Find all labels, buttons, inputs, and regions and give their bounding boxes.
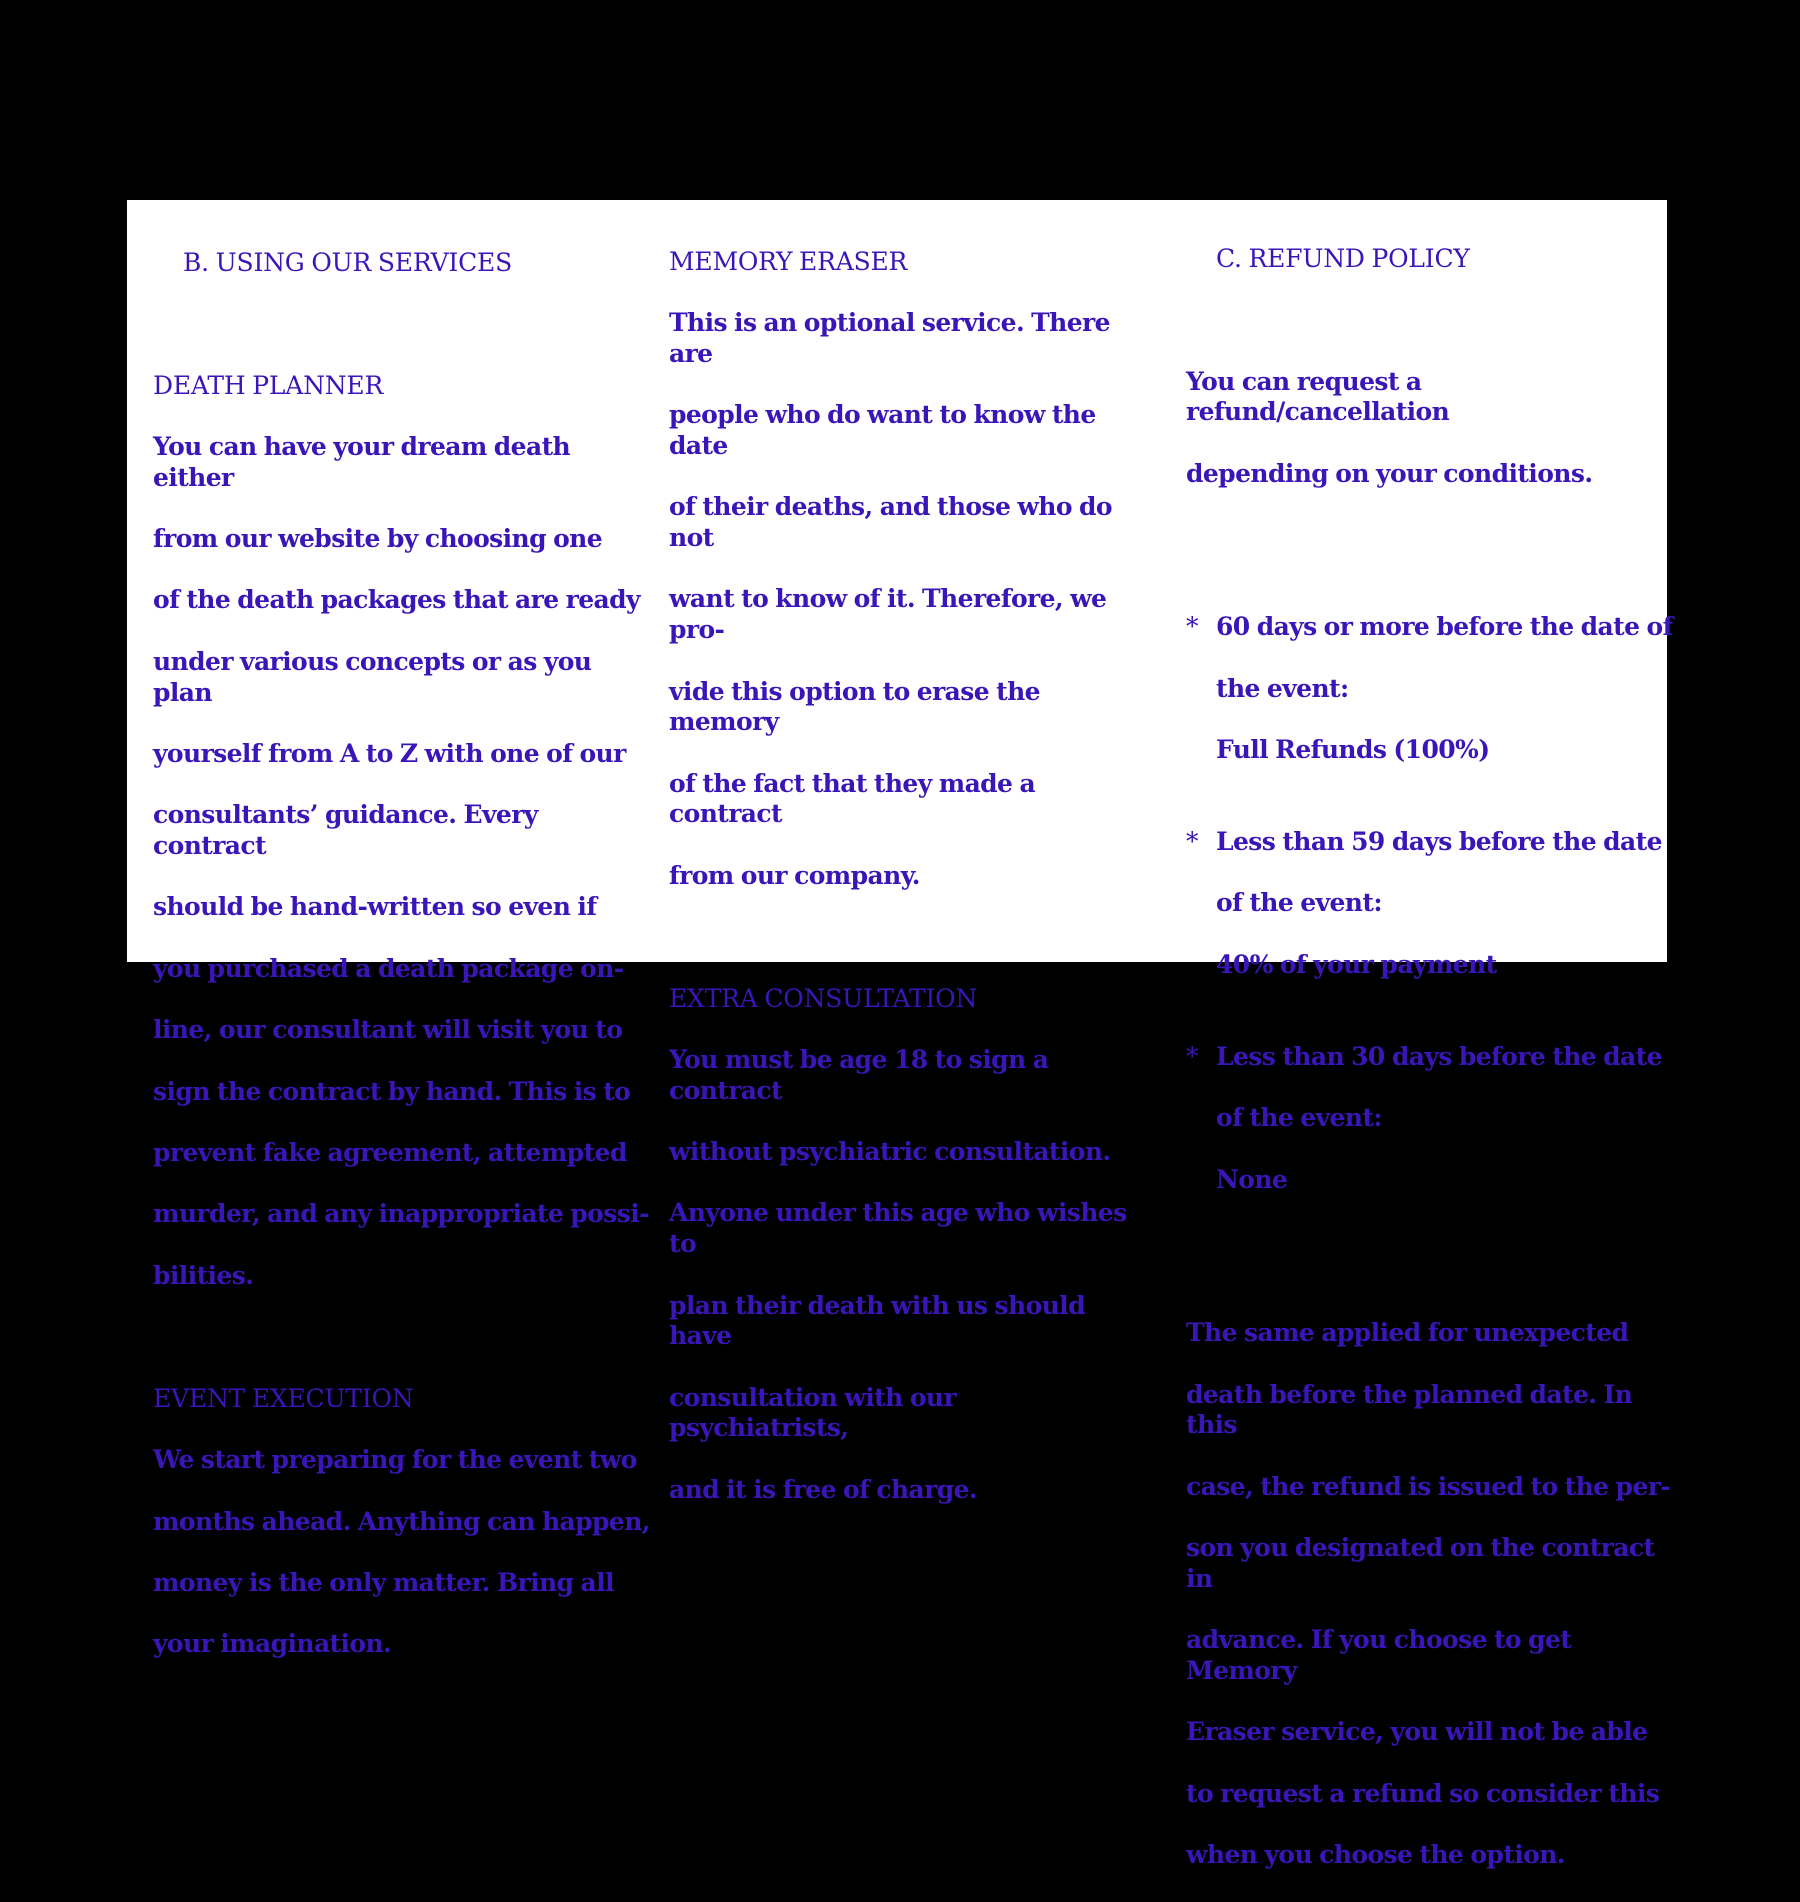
memory-eraser-line: people who do want to know the date	[669, 400, 1096, 460]
refund-closing-line: Eraser service, you will not be able	[1186, 1717, 1648, 1747]
refund-intro-line: depending on your conditions.	[1186, 458, 1593, 488]
refund-condition: Less than 59 days before the date	[1216, 827, 1662, 857]
asterisk-bullet-icon: *	[1186, 827, 1198, 857]
memory-eraser-line: vide this option to erase the memory	[669, 676, 1040, 737]
memory-eraser-heading: MEMORY ERASER	[669, 246, 908, 276]
death-planner-line: under various concepts or as you plan	[153, 646, 592, 707]
refund-bullet-item	[1186, 612, 1676, 643]
memory-eraser-line: This is an optional service. There are	[669, 308, 1110, 368]
asterisk-bullet-icon: *	[1186, 1041, 1198, 1071]
refund-condition: of the event:	[1216, 1103, 1382, 1133]
death-planner-line: you purchased a death package on-	[153, 953, 624, 983]
death-planner-line: murder, and any inappropriate possi-	[153, 1199, 649, 1229]
refund-result: None	[1216, 1164, 1288, 1194]
refund-condition: Less than 30 days before the date	[1216, 1041, 1662, 1071]
event-execution-heading: EVENT EXECUTION	[153, 1383, 414, 1413]
refund-result: Full Refunds (100%)	[1216, 734, 1490, 764]
extra-consultation-heading: EXTRA CONSULTATION	[669, 983, 978, 1013]
extra-consultation-line: You must be age 18 to sign a contract	[669, 1044, 1049, 1105]
event-execution-line: months ahead. Anything can happen,	[153, 1506, 650, 1536]
death-planner-line: consultants’ guidance. Every contract	[153, 800, 538, 861]
death-planner-line: from our website by choosing one	[153, 524, 603, 554]
refund-closing-line: death before the planned date. In this	[1186, 1379, 1633, 1440]
refund-condition: 60 days or more before the date of	[1216, 612, 1673, 642]
refund-condition: of the event:	[1216, 888, 1382, 918]
death-planner-line: You can have your dream death either	[153, 431, 571, 492]
column-refund-policy	[1186, 213, 1676, 1902]
memory-eraser-line: of their deaths, and those who do not	[669, 492, 1112, 553]
extra-consultation-line: and it is free of charge.	[669, 1474, 978, 1504]
column-optional-services	[669, 216, 1139, 1536]
death-planner-line: should be hand-written so even if	[153, 892, 597, 922]
refund-closing-line: to request a refund so consider this	[1186, 1778, 1660, 1808]
event-execution-line: your imagination.	[153, 1629, 392, 1659]
memory-eraser-line: of the fact that they made a contract	[669, 768, 1036, 829]
death-planner-line: yourself from A to Z with one of our	[153, 738, 626, 768]
event-execution-line: We start preparing for the event two	[153, 1445, 637, 1475]
event-execution-line: money is the only matter. Bring all	[153, 1567, 614, 1597]
refund-condition: the event:	[1216, 673, 1349, 703]
extra-consultation-line: plan their death with us should have	[669, 1290, 1085, 1351]
death-planner-line: bilities.	[153, 1260, 254, 1290]
refund-bullet-item	[1186, 827, 1676, 858]
asterisk-bullet-icon: *	[1186, 612, 1198, 642]
refund-bullet-item	[1186, 1042, 1676, 1073]
memory-eraser-line: want to know of it. Therefore, we pro-	[669, 584, 1107, 645]
column-using-our-services	[153, 217, 653, 1691]
death-planner-heading: DEATH PLANNER	[153, 370, 384, 400]
refund-closing-line: when you choose the option.	[1186, 1840, 1565, 1870]
memory-eraser-line: from our company.	[669, 860, 920, 890]
refund-closing-line: case, the refund is issued to the per-	[1186, 1471, 1671, 1501]
death-planner-line: line, our consultant will visit you to	[153, 1015, 623, 1045]
death-planner-line: prevent fake agreement, attempted	[153, 1138, 627, 1168]
refund-closing-line: son you designated on the contract in	[1186, 1533, 1655, 1593]
refund-closing-line: advance. If you choose to get Memory	[1186, 1625, 1572, 1685]
extra-consultation-line: Anyone under this age who wishes to	[669, 1198, 1127, 1259]
refund-result: 40% of your payment	[1216, 949, 1497, 979]
death-planner-line: sign the contract by hand. This is to	[153, 1076, 631, 1106]
extra-consultation-line: without psychiatric consultation.	[669, 1137, 1111, 1167]
section-c-title: C. REFUND POLICY	[1216, 243, 1470, 273]
extra-consultation-line: consultation with our psychiatrists,	[669, 1382, 957, 1443]
section-b-title: B. USING OUR SERVICES	[183, 247, 513, 277]
refund-closing-line: The same applied for unexpected	[1186, 1318, 1629, 1348]
death-planner-line: of the death packages that are ready	[153, 585, 640, 615]
refund-intro-line: You can request a refund/cancellation	[1186, 366, 1450, 427]
